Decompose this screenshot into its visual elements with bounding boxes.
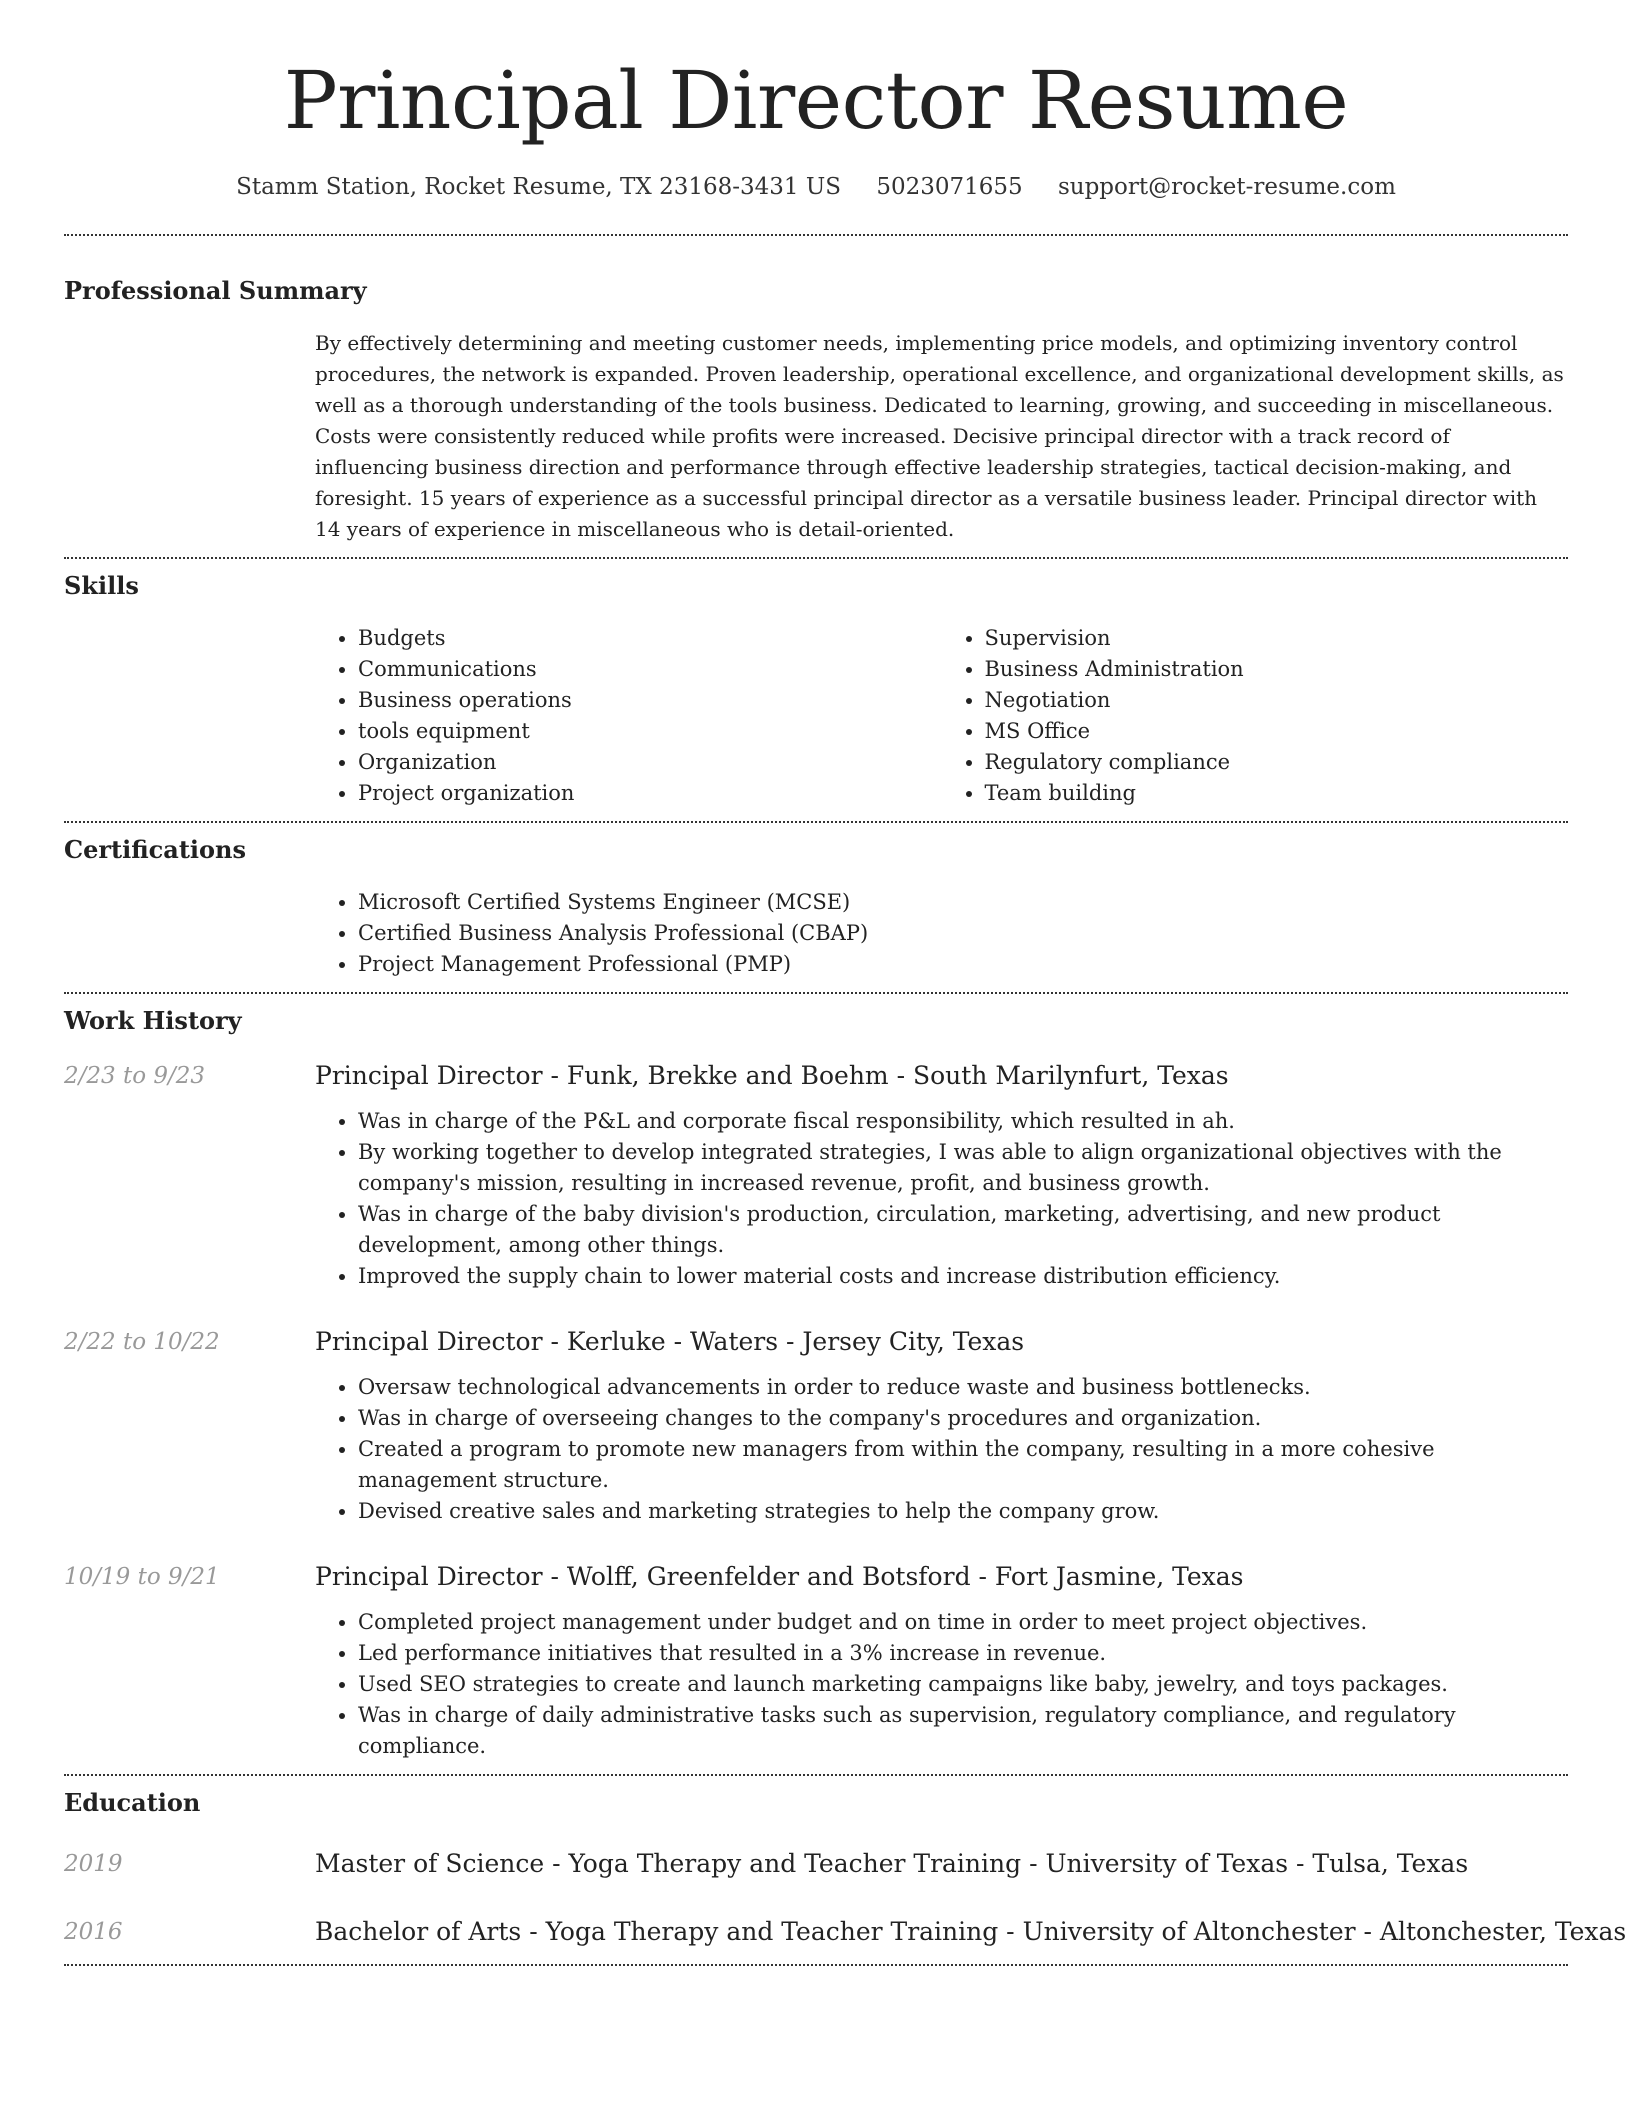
list-item: • By working together to develop integrated strategies, I was able to align organizational objectives with the company's mission, resulting in increased revenue, profit, and business growth. <box>358 1137 1568 1199</box>
list-item: • Regulatory compliance <box>985 747 1569 778</box>
summary-text: By effectively determining and meeting customer needs, implementing price models, and optimizing inventory control procedures, the network is expanded. Proven leadership, operational excellence, and organizational development skills, as well as a thorough understanding of the tools business. Dedicated to learning, growing, and succeeding in miscellaneous. Costs were consistently reduced while profits were increased. Decisive principal director with a track record of influencing business direction and performance through effective leadership strategies, tactical decision-making, and foresight. 15 years of experience as a successful principal director as a versatile business leader. Principal director with 14 years of experience in miscellaneous who is detail-oriented. <box>315 331 1564 541</box>
list-item: • Devised creative sales and marketing strategies to help the company grow. <box>358 1496 1568 1527</box>
list-item: • Completed project management under budget and on time in order to meet project objectives. <box>358 1607 1568 1638</box>
list-item: • Business operations <box>358 685 942 716</box>
list-item: • Was in charge of the baby division's production, circulation, marketing, advertising, and new product development, among other things. <box>358 1199 1568 1261</box>
job-entry <box>64 1326 1568 1527</box>
list-item: • Project organization <box>358 778 942 809</box>
list-item: • Led performance initiatives that resulted in a 3% increase in revenue. <box>358 1638 1568 1669</box>
list-item: • Used SEO strategies to create and launch marketing campaigns like baby, jewelry, and toys packages. <box>358 1669 1568 1700</box>
list-item: • Business Administration <box>985 654 1569 685</box>
job-details <box>315 1106 1568 1292</box>
list-item: • Created a program to promote new managers from within the company, resulting in a more cohesive management structure. <box>358 1434 1568 1496</box>
contact-phone: 5023071655 <box>876 174 1023 200</box>
list-item: • Improved the supply chain to lower material costs and increase distribution efficiency. <box>358 1261 1568 1292</box>
work-history-section <box>64 994 1568 1774</box>
list-item: • Was in charge of daily administrative tasks such as supervision, regulatory compliance, and regulatory compliance. <box>358 1700 1568 1762</box>
skills-list-left <box>315 623 942 809</box>
list-item: • Oversaw technological advancements in order to reduce waste and business bottlenecks. <box>358 1372 1568 1403</box>
certifications-content <box>315 887 1568 992</box>
job-entry <box>64 1561 1568 1762</box>
education-entry <box>64 1846 1568 1882</box>
job-details <box>315 1607 1568 1762</box>
education-year: 2016 <box>64 1919 123 1945</box>
summary-section <box>64 236 1568 557</box>
list-item: • Communications <box>358 654 942 685</box>
job-entry <box>64 1060 1568 1292</box>
education-year: 2019 <box>64 1851 123 1877</box>
job-heading: Principal Director - Kerluke - Waters - Jersey City, Texas <box>315 1327 1025 1356</box>
list-item: • Budgets <box>358 623 942 654</box>
job-bullet-list <box>315 1372 1568 1527</box>
resume-title: Principal Director Resume <box>283 54 1349 147</box>
work-history-heading: Work History <box>64 1006 242 1035</box>
divider <box>64 1964 1568 1966</box>
skills-columns <box>315 623 1568 821</box>
contact-line <box>64 172 1568 202</box>
job-bullet-list <box>315 1106 1568 1292</box>
list-item: • Was in charge of overseeing changes to the company's procedures and organization. <box>358 1403 1568 1434</box>
certifications-list <box>315 887 1568 980</box>
skills-heading: Skills <box>64 571 139 600</box>
education-degree: Bachelor of Arts - Yoga Therapy and Teacher Training - University of Altonchester - Altonchester, Texas <box>315 1917 1627 1946</box>
skills-list-right <box>942 623 1569 809</box>
education-degree: Master of Science - Yoga Therapy and Teacher Training - University of Texas - Tulsa, Texas <box>315 1849 1469 1878</box>
education-entry <box>64 1914 1627 1950</box>
job-dates: 2/23 to 9/23 <box>64 1063 206 1089</box>
job-dates: 2/22 to 10/22 <box>64 1329 220 1355</box>
list-item: • Supervision <box>985 623 1569 654</box>
job-heading: Principal Director - Funk, Brekke and Boehm - South Marilynfurt, Texas <box>315 1061 1229 1090</box>
skills-section <box>64 559 1568 821</box>
education-section <box>64 1776 1627 1964</box>
list-item: • Microsoft Certified Systems Engineer (MCSE) <box>358 887 1568 918</box>
list-item: • Was in charge of the P&L and corporate fiscal responsibility, which resulted in ah. <box>358 1106 1568 1137</box>
list-item: • MS Office <box>985 716 1569 747</box>
contact-email: support@rocket-resume.com <box>1057 174 1396 200</box>
list-item: • Negotiation <box>985 685 1569 716</box>
job-bullet-list <box>315 1607 1568 1762</box>
job-details <box>315 1372 1568 1527</box>
list-item: • Certified Business Analysis Professional (CBAP) <box>358 918 1568 949</box>
list-item: • Organization <box>358 747 942 778</box>
resume-page <box>64 0 1627 1966</box>
contact-address: Stamm Station, Rocket Resume, TX 23168-3431 US <box>236 174 841 200</box>
list-item: • Project Management Professional (PMP) <box>358 949 1568 980</box>
list-item: • Team building <box>985 778 1569 809</box>
certifications-section <box>64 823 1568 992</box>
job-dates: 10/19 to 9/21 <box>64 1564 220 1590</box>
certifications-heading: Certifications <box>64 835 247 864</box>
job-heading: Principal Director - Wolff, Greenfelder and Botsford - Fort Jasmine, Texas <box>315 1562 1244 1591</box>
education-heading: Education <box>64 1788 201 1817</box>
summary-heading: Professional Summary <box>64 276 367 305</box>
resume-header <box>64 0 1568 202</box>
list-item: • tools equipment <box>358 716 942 747</box>
